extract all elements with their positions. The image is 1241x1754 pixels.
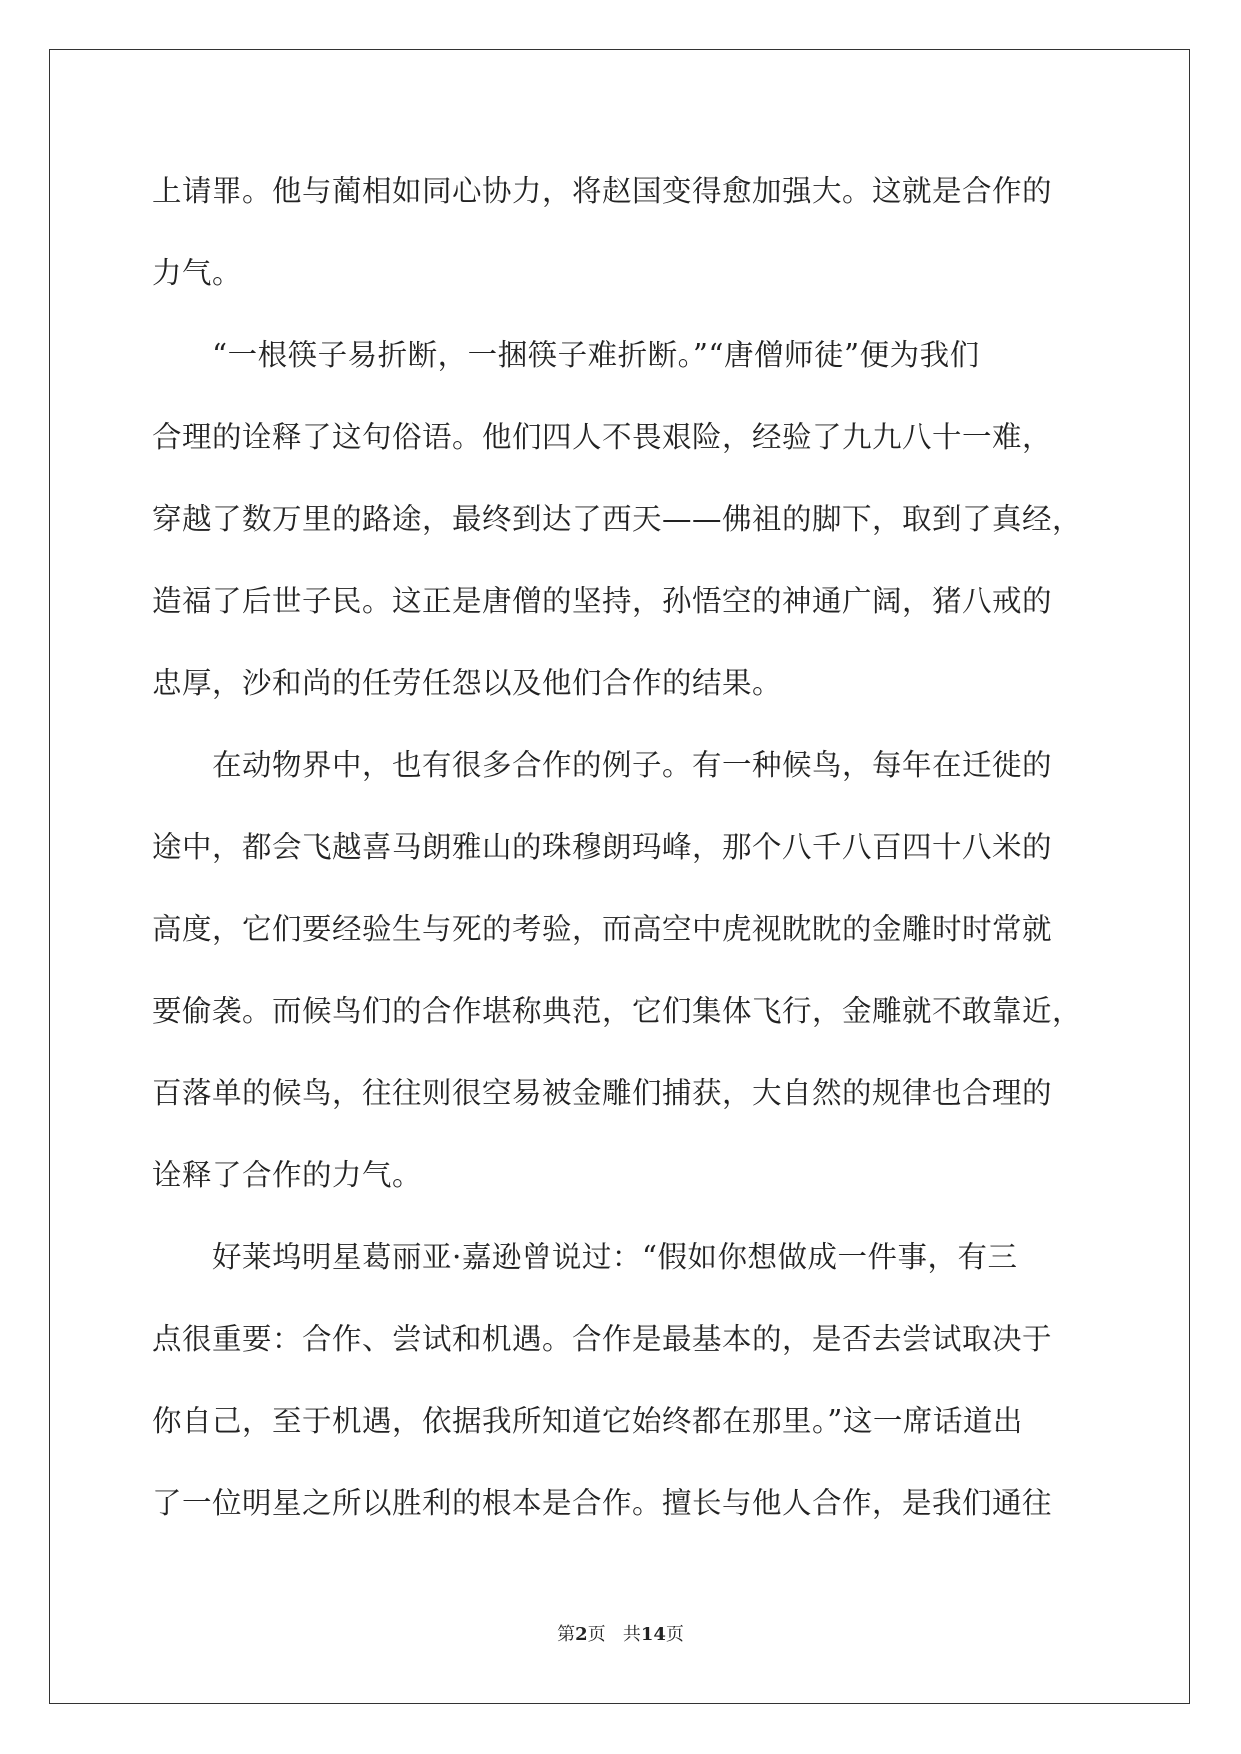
text-line: 百落单的候鸟，往往则很空易被金雕们捕获，大自然的规律也合理的 [152,1076,1053,1110]
total-page-number: 14 [640,1624,666,1645]
text-line: 合理的诠释了这句俗语。他们四人不畏艰险，经验了九九八十一难， [152,420,1053,454]
text-line: 造福了后世子民。这正是唐僧的坚持，孙悟空的神通广阔，猪八戒的 [152,584,1053,618]
text-line: 诠释了合作的力气。 [152,1158,423,1192]
footer-prefix: 第 [557,1624,576,1645]
text-line: 力气。 [152,256,243,290]
text-line: 穿越了数万里的路途，最终到达了西天——佛祖的脚下，取到了真经， [152,502,1083,536]
document-body [152,160,1092,1554]
current-page-number: 2 [575,1624,588,1645]
text-line: 在动物界中，也有很多合作的例子。有一种候鸟，每年在迁徙的 [152,748,1053,782]
footer-page-suffix: 页 [587,1624,606,1645]
page-footer [0,1620,1241,1646]
text-line: 忠厚，沙和尚的任劳任怨以及他们合作的结果。 [152,666,783,700]
text-line: 高度，它们要经验生与死的考验，而高空中虎视眈眈的金雕时时常就 [152,912,1053,946]
text-line: “一根筷子易折断，一捆筷子难折断。”“唐僧师徒”便为我们 [152,338,980,372]
footer-total-prefix: 共 [622,1624,641,1645]
text-line: 途中，都会飞越喜马朗雅山的珠穆朗玛峰，那个八千八百四十八米的 [152,830,1053,864]
text-line: 要偷袭。而候鸟们的合作堪称典范，它们集体飞行，金雕就不敢靠近， [152,994,1083,1028]
text-line: 你自己，至于机遇，依据我所知道它始终都在那里。”这一席话道出 [152,1404,1023,1438]
text-line: 上请罪。他与蔺相如同心协力，将赵国变得愈加强大。这就是合作的 [152,174,1053,208]
footer-total-suffix: 页 [665,1624,684,1645]
text-line: 了一位明星之所以胜利的根本是合作。擅长与他人合作，是我们通往 [152,1486,1053,1520]
text-line: 好莱坞明星葛丽亚·嘉逊曾说过：“假如你想做成一件事，有三 [152,1240,1018,1274]
text-line: 点很重要：合作、尝试和机遇。合作是最基本的，是否去尝试取决于 [152,1322,1053,1356]
